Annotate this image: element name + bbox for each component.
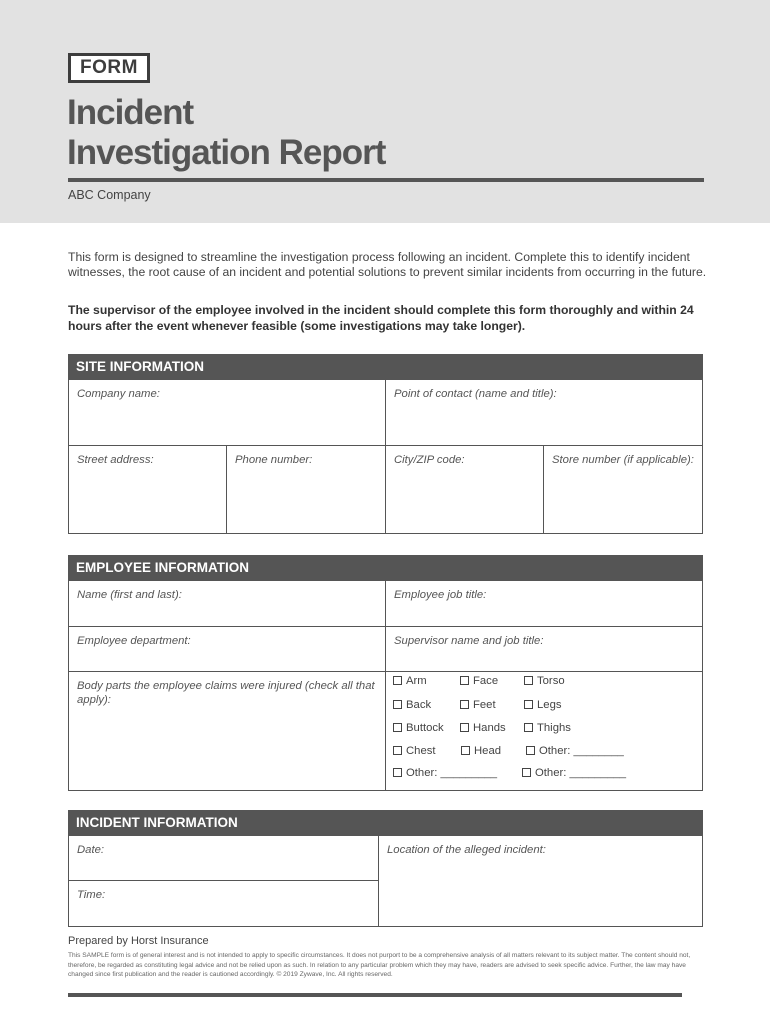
checkbox-label: Thighs: [537, 722, 571, 734]
checkbox-icon: [460, 700, 469, 709]
checkbox-label: Torso: [537, 675, 565, 687]
checkbox-legs[interactable]: [524, 699, 562, 711]
checkbox-buttock[interactable]: [393, 722, 444, 734]
checkbox-label: Feet: [473, 699, 496, 711]
city-zip-field[interactable]: City/ZIP code:: [385, 445, 544, 534]
checkbox-icon: [524, 700, 533, 709]
checkbox-arm[interactable]: [393, 675, 427, 687]
employee-department-field[interactable]: Employee department:: [68, 626, 386, 672]
checkbox-icon: [522, 768, 531, 777]
checkbox-icon: [460, 723, 469, 732]
checkbox-head[interactable]: [461, 745, 501, 757]
intro-instructions: The supervisor of the employee involved in the incident should complete this form thoroughly and within 24 hours after the event whenever feasible (some investigations may take longer).: [68, 303, 694, 333]
checkbox-icon: [524, 676, 533, 685]
title-line-1: Incident: [67, 93, 194, 132]
checkbox-icon: [393, 700, 402, 709]
checkbox-label: Chest: [406, 745, 436, 757]
checkbox-icon: [393, 723, 402, 732]
checkbox-label: Hands: [473, 722, 506, 734]
checkbox-torso[interactable]: [524, 675, 565, 687]
title-line-2: Investigation Report: [67, 133, 386, 172]
phone-number-field[interactable]: Phone number:: [226, 445, 386, 534]
checkbox-icon: [526, 746, 535, 755]
checkbox-icon: [393, 768, 402, 777]
checkbox-face[interactable]: [460, 675, 498, 687]
body-parts-label: Body parts the employee claims were injured (check all that apply):: [68, 671, 386, 791]
incident-location-field[interactable]: Location of the alleged incident:: [378, 835, 703, 927]
company-name-field[interactable]: Company name:: [68, 379, 386, 446]
checkbox-icon: [393, 676, 402, 685]
street-address-field[interactable]: Street address:: [68, 445, 227, 534]
employee-job-title-field[interactable]: Employee job title:: [385, 580, 703, 627]
supervisor-field[interactable]: Supervisor name and job title:: [385, 626, 703, 672]
checkbox-icon: [461, 746, 470, 755]
page-title: [67, 93, 385, 173]
footer-divider: [68, 993, 682, 997]
store-number-field[interactable]: Store number (if applicable):: [543, 445, 703, 534]
checkbox-label: Back: [406, 699, 432, 711]
employee-information-heading: EMPLOYEE INFORMATION: [68, 555, 703, 580]
checkbox-thighs[interactable]: [524, 722, 571, 734]
checkbox-label: Face: [473, 675, 499, 687]
intro-paragraph: This form is designed to streamline the investigation process following an incident. Complete this to identify incident witnesses, the root cause of an incident and potential solutions to prevent similar incidents from occurring in the future.: [68, 250, 707, 279]
checkbox-other-2[interactable]: [393, 767, 497, 779]
incident-information-heading: INCIDENT INFORMATION: [68, 810, 703, 835]
checkbox-other-1[interactable]: [526, 745, 624, 757]
checkbox-icon: [524, 723, 533, 732]
site-information-heading: SITE INFORMATION: [68, 354, 703, 379]
checkbox-label: Other: ________: [539, 745, 624, 757]
checkbox-label: Other: _________: [406, 767, 498, 779]
checkbox-label: Head: [474, 745, 502, 757]
prepared-by-text: Prepared by Horst Insurance: [68, 935, 209, 947]
checkbox-hands[interactable]: [460, 722, 506, 734]
company-name-text: ABC Company: [68, 188, 151, 202]
checkbox-label: Buttock: [406, 722, 444, 734]
checkbox-label: Arm: [406, 675, 427, 687]
checkbox-other-3[interactable]: [522, 767, 626, 779]
disclaimer-text: This SAMPLE form is of general interest and is not intended to apply to specific circumstances. It does not purport to be a comprehensive analysis of all matters relevant to its subject matter. The content should not, therefore, be regarded as constituting legal advice and not be relied upon as such. In relation to any particular problem which they may have, readers are advised to seek specific advice. Further, the law may have changed since first publication and the reader is cautioned accordingly. © 2019 Zywave, Inc. All rights reserved.: [68, 952, 691, 978]
incident-time-field[interactable]: Time:: [68, 880, 379, 927]
point-of-contact-field[interactable]: Point of contact (name and title):: [385, 379, 703, 446]
checkbox-feet[interactable]: [460, 699, 496, 711]
form-label-badge: FORM: [68, 53, 150, 83]
checkbox-back[interactable]: [393, 699, 431, 711]
checkbox-chest[interactable]: [393, 745, 436, 757]
checkbox-icon: [460, 676, 469, 685]
title-divider: [68, 178, 704, 182]
checkbox-icon: [393, 746, 402, 755]
checkbox-label: Legs: [537, 699, 562, 711]
employee-name-field[interactable]: Name (first and last):: [68, 580, 386, 627]
checkbox-label: Other: _________: [535, 767, 627, 779]
incident-date-field[interactable]: Date:: [68, 835, 379, 881]
